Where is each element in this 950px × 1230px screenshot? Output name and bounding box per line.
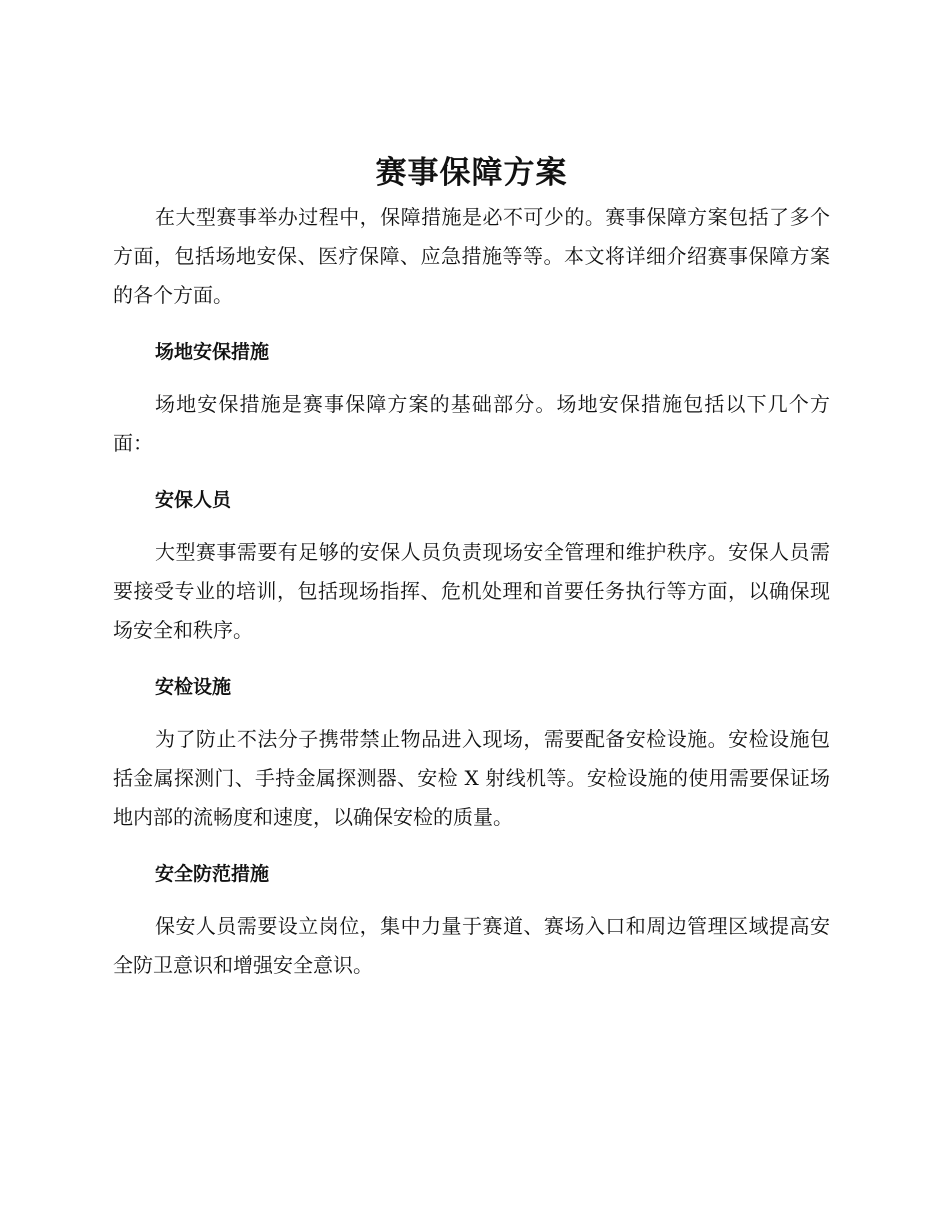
document-title: 赛事保障方案	[375, 155, 568, 191]
intro-paragraph: 在大型赛事举办过程中，保障措施是必不可少的。赛事保障方案包括了多个方面，包括场地安保、医疗保障、应急措施等等。本文将详细介绍赛事保障方案的各个方面。	[113, 205, 830, 307]
section-body-security-staff: 大型赛事需要有足够的安保人员负责现场安全管理和维护秩序。安保人员需要接受专业的培训，包括现场指挥、危机处理和首要任务执行等方面，以确保现场安全和秩序。	[113, 540, 830, 642]
section-body-venue-security: 场地安保措施是赛事保障方案的基础部分。场地安保措施包括以下几个方面：	[113, 392, 830, 455]
section-heading-venue-security: 场地安保措施	[155, 341, 270, 363]
section-body-security-check: 为了防止不法分子携带禁止物品进入现场，需要配备安检设施。安检设施包括金属探测门、手持金属探测器、安检 X 射线机等。安检设施的使用需要保证场地内部的流畅度和速度，以确保安检的质量。	[113, 727, 830, 829]
section-heading-security-staff: 安保人员	[155, 489, 232, 511]
document-page	[113, 150, 830, 985]
section-heading-safety-measures: 安全防范措施	[155, 863, 270, 885]
section-heading-security-check: 安检设施	[155, 676, 232, 698]
section-body-safety-measures: 保安人员需要设立岗位，集中力量于赛道、赛场入口和周边管理区域提高安全防卫意识和增强安全意识。	[113, 914, 830, 977]
